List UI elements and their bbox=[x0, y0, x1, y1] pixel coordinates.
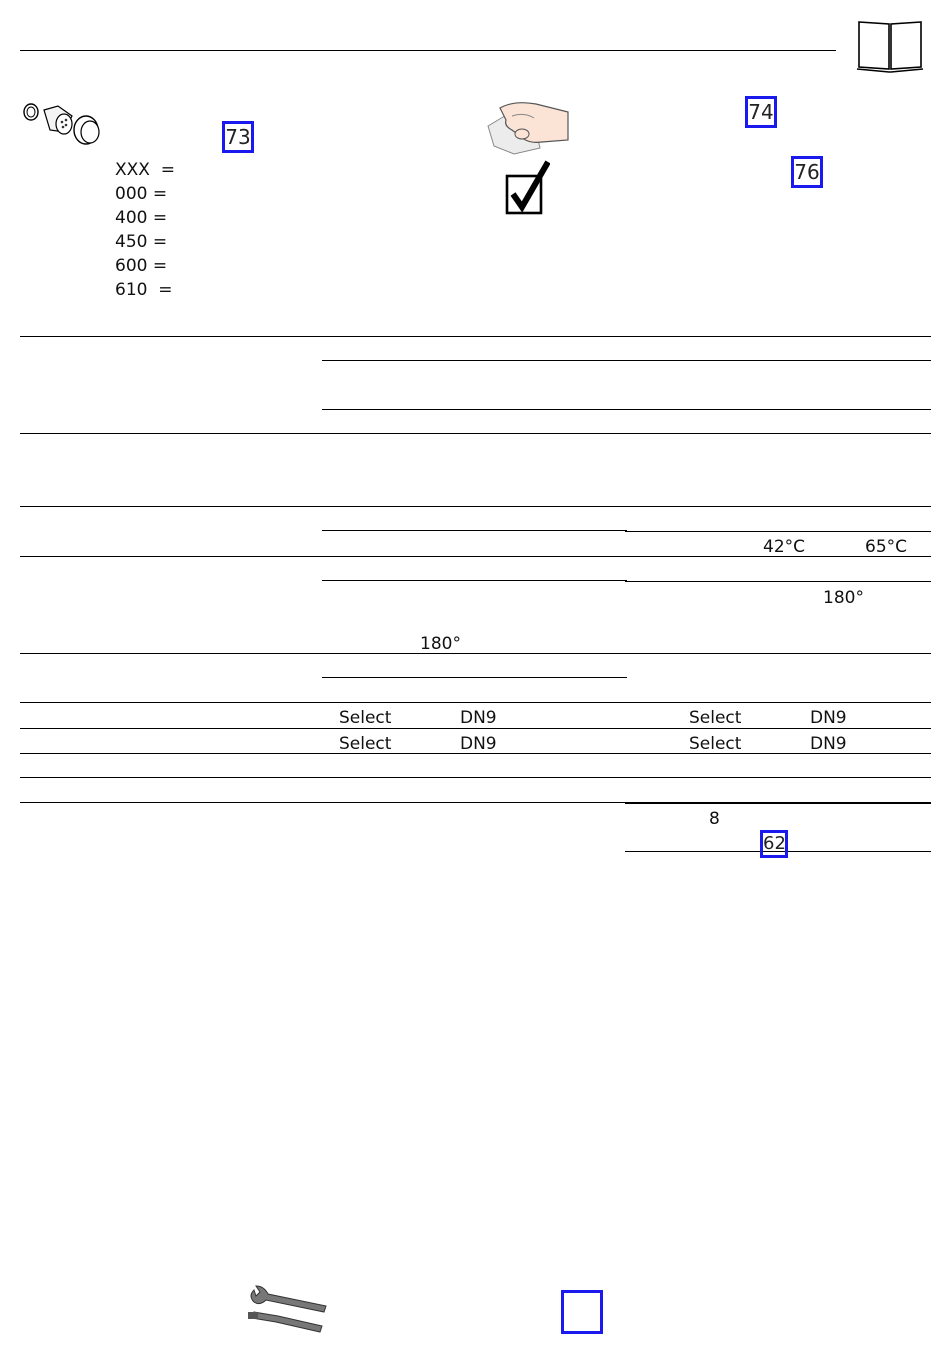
code-row-600: 600 = bbox=[115, 256, 168, 276]
code-row-400: 400 = bbox=[115, 208, 168, 228]
code-row-610: 610 = bbox=[115, 280, 173, 300]
page-ref-74[interactable]: 74 bbox=[745, 96, 777, 128]
rotation-angle-left: 180° bbox=[420, 634, 461, 654]
table-rule bbox=[20, 728, 931, 729]
checkmark-box-icon bbox=[504, 160, 550, 216]
table-rule bbox=[20, 506, 931, 507]
hand-wipe-icon bbox=[484, 96, 570, 158]
table-rule bbox=[322, 677, 627, 678]
table-rule bbox=[20, 433, 931, 434]
wrench-screwdriver-icon bbox=[246, 1282, 330, 1338]
code-row-xxx: XXX = bbox=[115, 160, 176, 180]
page-number-box bbox=[561, 1290, 603, 1334]
code-row-000: 000 = bbox=[115, 184, 168, 204]
page-ref-73[interactable]: 73 bbox=[222, 121, 254, 153]
temp-min-value: 42°C bbox=[763, 537, 806, 557]
select-dn-right: DN9 bbox=[810, 708, 847, 728]
open-book-icon bbox=[856, 19, 924, 75]
table-rule bbox=[322, 530, 627, 531]
aerator-parts-icon bbox=[20, 100, 106, 148]
table-rule bbox=[20, 653, 931, 654]
header-rule bbox=[20, 50, 836, 51]
table-rule bbox=[20, 702, 931, 703]
table-rule bbox=[322, 409, 931, 410]
select-model-left: Select bbox=[339, 734, 392, 754]
bar-value: 8 bbox=[709, 809, 720, 829]
table-rule bbox=[20, 777, 931, 778]
table-rule bbox=[20, 336, 931, 337]
select-model-right: Select bbox=[689, 734, 742, 754]
rotation-angle-right: 180° bbox=[823, 588, 864, 608]
page-ref-62[interactable]: 62 bbox=[760, 830, 788, 858]
table-rule bbox=[322, 360, 931, 361]
temp-max-value: 65°C bbox=[865, 537, 908, 557]
table-rule bbox=[625, 531, 931, 532]
select-model-right: Select bbox=[689, 708, 742, 728]
select-dn-left: DN9 bbox=[460, 708, 497, 728]
code-row-450: 450 = bbox=[115, 232, 168, 252]
select-dn-right: DN9 bbox=[810, 734, 847, 754]
table-rule bbox=[625, 803, 931, 804]
select-model-left: Select bbox=[339, 708, 392, 728]
table-rule bbox=[322, 580, 627, 581]
page-ref-76[interactable]: 76 bbox=[791, 156, 823, 188]
table-rule bbox=[625, 581, 931, 582]
select-dn-left: DN9 bbox=[460, 734, 497, 754]
